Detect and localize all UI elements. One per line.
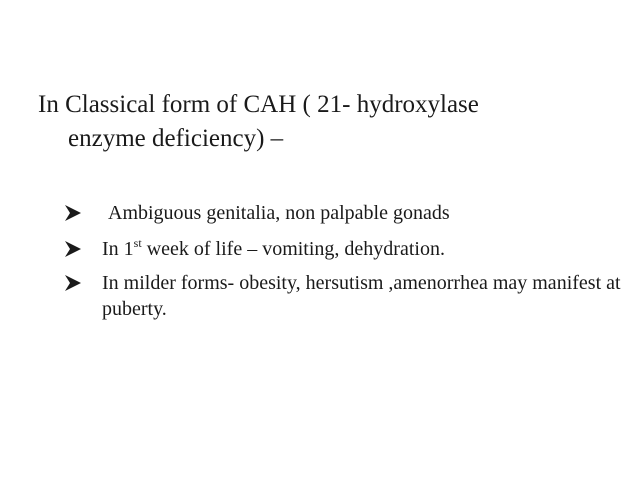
arrowhead-bullet-icon [64, 274, 82, 292]
bullet-item-genitalia [64, 200, 624, 226]
arrowhead-bullet-icon [64, 204, 82, 222]
bullet-text-pre: In 1 [102, 238, 134, 260]
heading-line-1: In Classical form of CAH ( 21- hydroxylase [38, 91, 479, 118]
bullet-text: Ambiguous genitalia, non palpable gonads [108, 202, 450, 224]
bullet-item-first-week [64, 236, 624, 262]
arrowhead-bullet-icon [64, 240, 82, 258]
bullet-list [64, 200, 624, 330]
bullet-text: In milder forms- obesity, hersutism ,amenorrhea may manifest at puberty. [102, 272, 621, 320]
slide-heading [38, 88, 598, 156]
bullet-text-post: week of life – vomiting, dehydration. [141, 238, 445, 260]
ordinal-superscript: st [133, 236, 142, 250]
bullet-item-milder-forms [64, 270, 624, 322]
heading-line-2: enzyme deficiency) – [68, 125, 284, 152]
